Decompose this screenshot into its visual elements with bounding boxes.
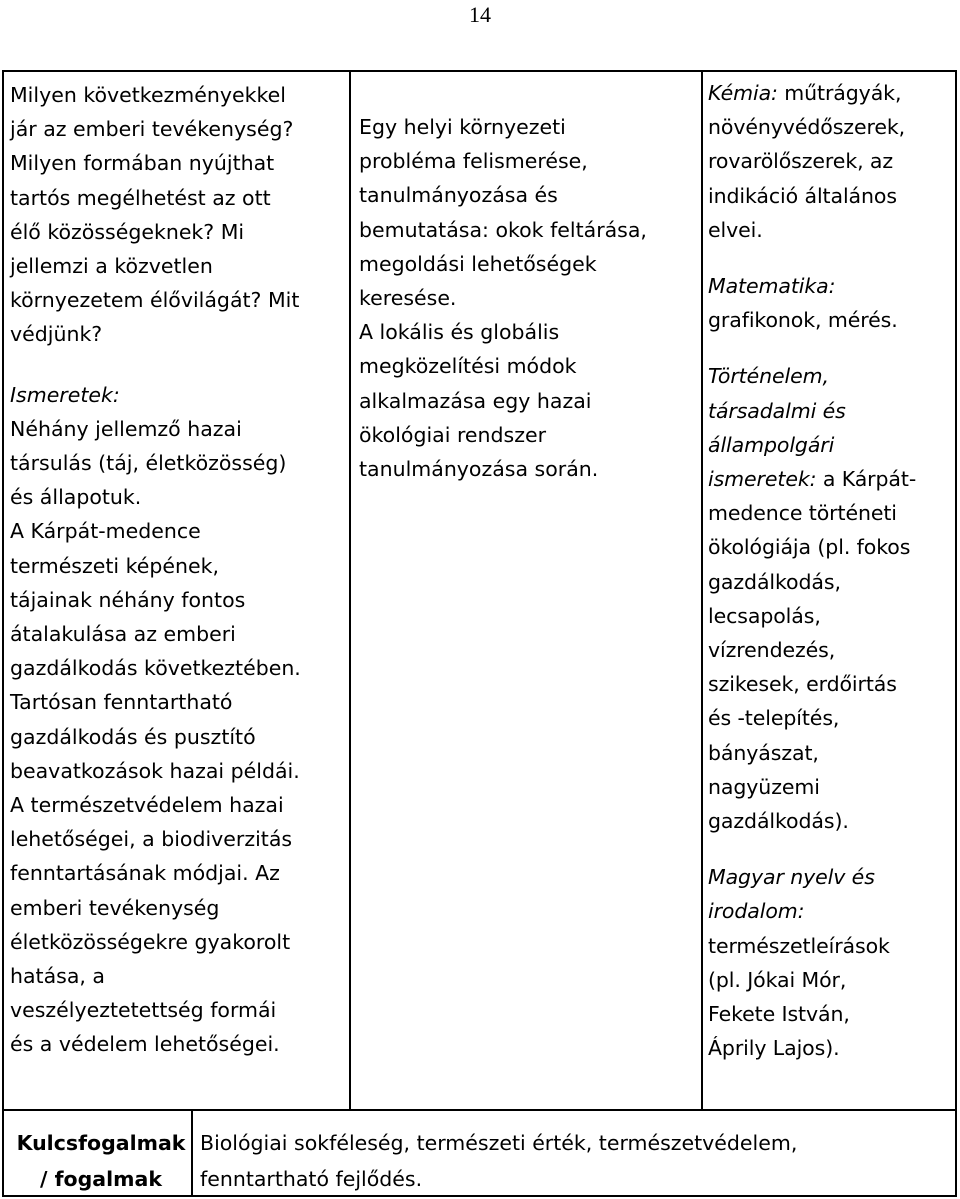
text-line: fenntartásának módjai. Az [10, 861, 280, 886]
text-line: tájainak néhány fontos [10, 587, 246, 612]
text-line: természeti képének, [10, 553, 219, 578]
content-column [10, 78, 350, 1062]
text-line: vízrendezés, [708, 638, 836, 663]
subject-label-line: társadalmi és [708, 398, 846, 423]
key-concepts-text [200, 1125, 940, 1197]
text-line: probléma felismerése, [359, 149, 588, 174]
text-line: A lokális és globális [359, 320, 560, 345]
text-line: növényvédőszerek, [708, 115, 906, 140]
text-line: megoldási lehetőségek [359, 251, 597, 276]
text-line: (pl. Jókai Mór, [708, 967, 847, 992]
text-line: tanulmányozása során. [359, 457, 599, 482]
text-line: fenntartható fejlődés. [200, 1167, 423, 1191]
text-line: szikesek, erdőirtás [708, 672, 897, 697]
knowledge-list [10, 412, 350, 1062]
text-line: lecsapolás, [708, 603, 821, 628]
text-line: gazdálkodás). [708, 809, 849, 834]
text-line: beavatkozások hazai példái. [10, 758, 300, 783]
text-line: veszélyeztetettség formái [10, 998, 277, 1023]
text-line: társulás (táj, életközösség) [10, 451, 287, 476]
section-heading-ismeretek: Ismeretek: [10, 382, 120, 407]
subject-label-kemia: Kémia: [708, 81, 778, 105]
curriculum-table [2, 70, 957, 1197]
text-line: a Kárpát- [816, 467, 917, 492]
text-line: jellemzi a közvetlen [10, 254, 213, 279]
text-line: A természetvédelem hazai [10, 793, 284, 818]
text-line: nagyüzemi [708, 774, 820, 799]
text-line: grafikonok, mérés. [708, 308, 898, 333]
text-line: Kulcsfogalmak [16, 1131, 186, 1155]
text-line: környezetem élővilágát? Mit [10, 288, 300, 313]
text-line: és a védelem lehetőségei. [10, 1032, 280, 1057]
text-line: természetleírások [708, 933, 890, 958]
text-line: Néhány jellemző hazai [10, 416, 242, 441]
text-line: Milyen következményekkel [10, 83, 286, 107]
text-line: műtrágyák, [777, 81, 902, 105]
connections-column [708, 76, 958, 1065]
text-line: átalakulása az emberi [10, 622, 236, 647]
text-line: és -telepítés, [708, 706, 840, 731]
row-divider [4, 1109, 955, 1111]
text-line: indikáció általános [708, 183, 897, 208]
activities-column [359, 110, 704, 486]
text-line: alkalmazása egy hazai [359, 388, 592, 413]
text-line: jár az emberi tevékenység? [10, 117, 294, 142]
kemia-block [708, 76, 958, 247]
text-line: Áprily Lajos). [708, 1036, 840, 1061]
text-line: tanulmányozása és [359, 183, 558, 208]
text-line: / fogalmak [40, 1167, 162, 1191]
subject-label-matematika: Matematika: [708, 274, 836, 299]
text-line: életközösségekre gyakorolt [10, 929, 291, 954]
text-line: bányászat, [708, 740, 819, 765]
text-line: tartós megélhetést az ott [10, 185, 271, 210]
text-line: Tartósan fenntartható [10, 690, 233, 715]
magyar-block [708, 860, 958, 1065]
text-line: A Kárpát-medence [10, 519, 201, 544]
text-line: rovarölőszerek, az [708, 149, 894, 174]
text-line: élő közösségeknek? Mi [10, 219, 245, 244]
tortenelem-block [708, 359, 958, 838]
subject-label-line: Magyar nyelv és [708, 865, 875, 890]
key-concepts-label [10, 1125, 192, 1197]
text-line: emberi tevékenység [10, 895, 220, 920]
text-line: medence történeti [708, 501, 897, 526]
text-line: gazdálkodás és pusztító [10, 724, 256, 749]
text-line: megközelítési módok [359, 354, 577, 379]
text-line: ökológiai rendszer [359, 422, 547, 447]
text-line: bemutatása: okok feltárása, [359, 217, 647, 242]
text-line: lehetőségei, a biodiverzitás [10, 827, 293, 852]
text-line: gazdálkodás, [708, 569, 841, 594]
subject-label-line: állampolgári [708, 432, 835, 457]
text-line: Fekete István, [708, 1002, 850, 1027]
matematika-block [708, 269, 958, 337]
text-line: Biológiai sokféleség, természeti érték, természetvédelem, [200, 1131, 798, 1155]
text-line: védjünk? [10, 322, 103, 347]
subject-label-line: irodalom: [708, 899, 805, 924]
text-line: ökológiája (pl. fokos [708, 535, 911, 560]
text-line: hatása, a [10, 964, 105, 989]
text-line: gazdálkodás következtében. [10, 656, 301, 681]
text-line: Milyen formában nyújthat [10, 151, 275, 176]
text-line: Egy helyi környezeti [359, 115, 566, 139]
text-line: elvei. [708, 217, 763, 242]
page-number: 14 [469, 2, 491, 27]
text-line: és állapotuk. [10, 485, 142, 510]
subject-label-line: Történelem, [708, 364, 829, 389]
guiding-questions [10, 78, 350, 352]
text-line: keresése. [359, 286, 457, 311]
subject-label-line: ismeretek: [708, 467, 817, 492]
